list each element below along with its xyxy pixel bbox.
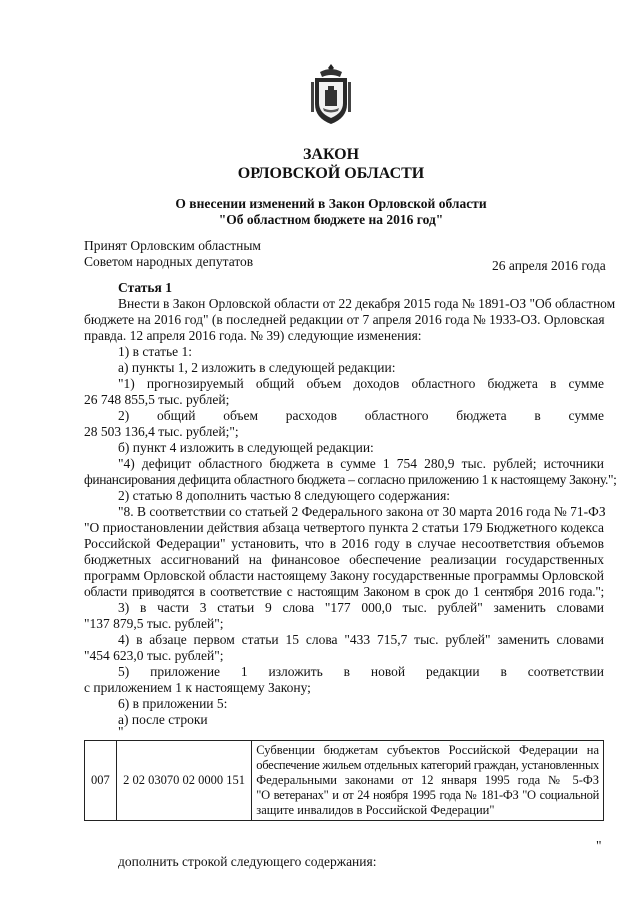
adoption-date: 26 апреля 2016 года <box>492 258 606 273</box>
admin-code-cell: 007 <box>85 741 117 821</box>
subtitle-line-1: О внесении изменений в Закон Орловской области <box>175 196 487 211</box>
body-line: финансирования дефицита областного бюджета – согласно приложению 1 к настоящему Закону."; <box>84 472 617 487</box>
adoption-line-2: Советом народных депутатов <box>84 254 254 269</box>
description-line: Федеральными законами от 12 января 1995 года № 5-ФЗ <box>256 773 599 787</box>
coat-of-arms-emblem <box>311 62 351 126</box>
body-line: "1) прогнозируемый общий объем доходов областного бюджета в сумме <box>118 376 604 391</box>
body-line: а) пункты 1, 2 изложить в следующей редакции: <box>118 360 396 375</box>
region-title: ОРЛОВСКОЙ ОБЛАСТИ <box>237 165 425 182</box>
body-line: бюджетных ассигнований на финансовое обеспечение реализации государственных <box>84 552 604 567</box>
body-line: "8. В соответствии со статьей 2 Федерального закона от 30 марта 2016 года № 71-ФЗ <box>118 504 606 519</box>
kbk-code-cell: 2 02 03070 02 0000 151 <box>116 741 251 821</box>
body-line: "454 623,0 тыс. рублей"; <box>84 648 224 663</box>
description-line: "О ветеранах" и от 24 ноября 1995 года № 181-ФЗ "О социальной <box>256 788 599 802</box>
body-line: бюджете на 2016 год" (в последней редакции от 7 апреля 2016 года № 1933-ОЗ. Орловская <box>84 312 605 327</box>
body-line: б) пункт 4 изложить в следующей редакции: <box>118 440 374 455</box>
body-line: с приложением 1 к настоящему Закону; <box>84 680 311 695</box>
body-line: "О приостановлении действия абзаца четвертого пункта 2 статьи 179 Бюджетного кодекса <box>84 520 604 535</box>
body-line: 2) общий объем расходов областного бюджета в сумме <box>118 408 604 423</box>
open-quote: " <box>118 724 124 739</box>
body-line: "4) дефицит областного бюджета в сумме 1 754 280,9 тыс. рублей; источники <box>118 456 604 471</box>
body-line: программ Орловской области настоящему Закону государственные программы Орловской <box>84 568 604 583</box>
law-title: ЗАКОН <box>302 146 360 163</box>
description-line: защите инвалидов в Российской Федерации" <box>256 803 495 817</box>
body-line: 2) статью 8 дополнить частью 8 следующего содержания: <box>118 488 451 503</box>
body-line: 28 503 136,4 тыс. рублей;"; <box>84 424 239 439</box>
budget-row-table <box>84 740 604 821</box>
body-line: "137 879,5 тыс. рублей"; <box>84 616 224 631</box>
body-line: 1) в статье 1: <box>118 344 192 359</box>
body-line: 4) в абзаце первом статьи 15 слова "433 715,7 тыс. рублей" заменить словами <box>118 632 604 647</box>
close-quote: " <box>596 838 602 853</box>
body-line: 5) приложение 1 изложить в новой редакции в соответствии <box>118 664 604 679</box>
adoption-line-1: Принят Орловским областным <box>84 238 261 253</box>
article-title: Статья 1 <box>118 280 172 295</box>
description-line: Субвенции бюджетам субъектов Российской Федерации на <box>256 743 599 757</box>
body-line: области приводятся в соответствие с настоящим Законом в срок до 1 сентября 2016 года."; <box>84 584 604 599</box>
body-line: 6) в приложении 5: <box>118 696 228 711</box>
body-line: а) после строки <box>118 712 208 727</box>
body-line: 26 748 855,5 тыс. рублей; <box>84 392 230 407</box>
description-cell <box>252 741 604 821</box>
table-row <box>85 741 604 821</box>
body-line: Внести в Закон Орловской области от 22 декабря 2015 года № 1891-ОЗ "Об областном <box>118 296 616 311</box>
body-line: правда. 12 апреля 2016 года. № 39) следующие изменения: <box>84 328 422 343</box>
body-line: 3) в части 3 статьи 9 слова "177 000,0 тыс. рублей" заменить словами <box>118 600 604 615</box>
body-line: Российской Федерации" установить, что в 2016 году в случае несоответствия объемов <box>84 536 604 551</box>
subtitle-line-2: "Об областном бюджете на 2016 год" <box>218 212 444 227</box>
description-line: обеспечение жильем отдельных категорий граждан, установленных <box>256 758 599 772</box>
after-table-line: дополнить строкой следующего содержания: <box>118 854 377 869</box>
